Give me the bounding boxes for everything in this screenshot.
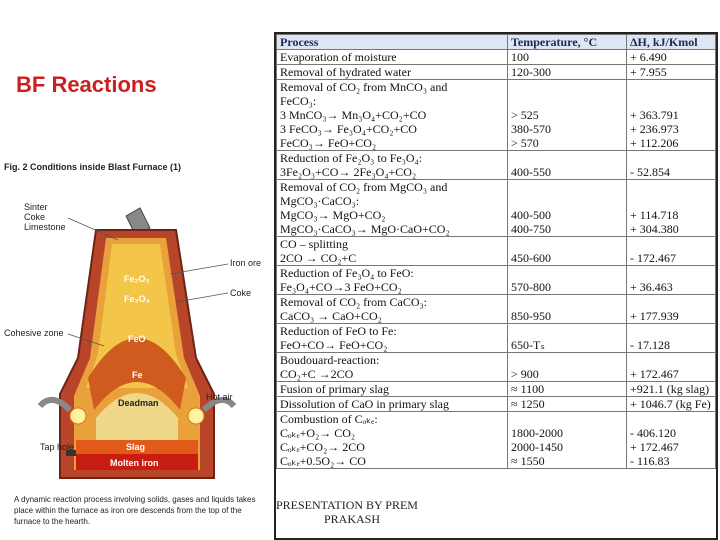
cell-process-line: Removal of CO₂ from MnCO₃ and: [280, 80, 448, 94]
cell-temperature: [508, 80, 627, 151]
cell-process-line: Combustion of Cₒₖₑ:: [280, 412, 378, 426]
cell-delta-h-line: [630, 266, 712, 280]
cell-delta-h: [627, 412, 716, 469]
cell-temperature-line: 2000-1450: [511, 440, 563, 454]
cell-process-line: CO₂+C →2CO: [280, 367, 354, 381]
cell-temperature-line: [511, 412, 623, 426]
cell-delta-h-line: + 172.467: [630, 367, 679, 381]
cell-delta-h-line: + 177.939: [630, 309, 679, 323]
cell-process: [277, 353, 508, 382]
cell-temperature-line: [511, 266, 623, 280]
cell-temperature-line: 380-570: [511, 122, 551, 136]
cell-temperature-line: 120-300: [511, 65, 551, 79]
cell-delta-h: [627, 266, 716, 295]
cell-temperature: [508, 295, 627, 324]
cell-temperature: [508, 237, 627, 266]
cell-process-line: MgCO₃·CaCO₃→ MgO·CaO+CO₂: [280, 222, 450, 236]
cell-process-line: FeCO₃:: [280, 94, 317, 108]
label-deadman: Deadman: [118, 398, 159, 408]
cell-temperature: [508, 151, 627, 180]
cell-process-line: Reduction of Fe₂O₃ to Fe₃O₄:: [280, 151, 423, 165]
table-row: [277, 50, 716, 65]
cell-delta-h-line: [630, 180, 712, 194]
cell-temperature-line: 1800-2000: [511, 426, 563, 440]
cell-temperature-line: 400-500: [511, 208, 551, 222]
reactions-table-container: [274, 32, 718, 540]
label-molten-iron: Molten iron: [110, 458, 159, 468]
cell-delta-h: [627, 180, 716, 237]
cell-process-line: Removal of CO₂ from CaCO₃:: [280, 295, 428, 309]
cell-delta-h-line: + 7.955: [630, 65, 667, 79]
cell-temperature-line: [511, 80, 623, 94]
cell-process: [277, 237, 508, 266]
cell-process: [277, 65, 508, 80]
cell-temperature: [508, 382, 627, 397]
cell-temperature: [508, 397, 627, 412]
cell-temperature-line: 850-950: [511, 309, 551, 323]
cell-delta-h: [627, 382, 716, 397]
cell-delta-h-line: + 6.490: [630, 50, 667, 64]
cell-process-line: CaCO₃ → CaO+CO₂: [280, 309, 382, 323]
cell-process-line: MgCO₃·CaCO₃:: [280, 194, 360, 208]
cell-temperature-line: [511, 94, 623, 108]
label-slag: Slag: [126, 442, 146, 452]
cell-delta-h: [627, 295, 716, 324]
cell-temperature: [508, 412, 627, 469]
cell-delta-h-line: + 114.718: [630, 208, 679, 222]
cell-process: [277, 266, 508, 295]
cell-process-line: FeO+CO→ FeO+CO₂: [280, 338, 388, 352]
cell-process-line: Reduction of Fe₃O₄ to FeO:: [280, 266, 414, 280]
cell-delta-h-line: + 172.467: [630, 440, 679, 454]
cell-delta-h-line: [630, 151, 712, 165]
cell-process-line: Evaporation of moisture: [280, 50, 397, 64]
cell-delta-h: [627, 397, 716, 412]
cell-process: [277, 151, 508, 180]
label-fe3o4: Fe₃O₄: [124, 294, 150, 304]
cell-delta-h-line: - 172.467: [630, 251, 676, 265]
cell-delta-h-line: [630, 194, 712, 208]
presenter-line-2: PRAKASH: [324, 512, 381, 526]
table-row: [277, 397, 716, 412]
cell-process-line: CO – splitting: [280, 237, 349, 251]
label-coke-side: Coke: [230, 288, 252, 298]
cell-temperature-line: [511, 237, 623, 251]
label-tap-hole: Tap hole: [40, 442, 75, 452]
cell-delta-h-line: + 236.973: [630, 122, 679, 136]
cell-delta-h-line: - 406.120: [630, 426, 676, 440]
table-row: [277, 180, 716, 237]
table-row: [277, 266, 716, 295]
cell-process: [277, 50, 508, 65]
blast-furnace-diagram: [0, 178, 272, 496]
cell-temperature-line: ≈ 1100: [511, 382, 545, 396]
cell-process-line: Dissolution of CaO in primary slag: [280, 397, 449, 411]
cell-temperature: [508, 180, 627, 237]
cell-process-line: Fusion of primary slag: [280, 382, 389, 396]
table-row: [277, 382, 716, 397]
cell-delta-h-line: + 363.791: [630, 108, 679, 122]
cell-temperature: [508, 65, 627, 80]
cell-process-line: Removal of CO₂ from MgCO₃ and: [280, 180, 448, 194]
cell-process: [277, 397, 508, 412]
cell-temperature-line: ≈ 1250: [511, 397, 545, 411]
cell-process: [277, 382, 508, 397]
table-row: [277, 65, 716, 80]
cell-temperature-line: [511, 180, 623, 194]
label-fe: Fe: [132, 370, 143, 380]
cell-temperature-line: > 525: [511, 108, 539, 122]
cell-delta-h-line: + 1046.7 (kg Fe): [630, 397, 711, 411]
cell-temperature-line: [511, 151, 623, 165]
cell-delta-h-line: +921.1 (kg slag): [630, 382, 710, 396]
cell-delta-h-line: + 304.380: [630, 222, 679, 236]
cell-temperature-line: > 570: [511, 136, 539, 150]
cell-temperature-line: 400-750: [511, 222, 551, 236]
cell-delta-h-line: + 112.206: [630, 136, 679, 150]
cell-delta-h-line: [630, 94, 712, 108]
header-temperature: Temperature, °C: [508, 35, 627, 50]
label-limestone: Limestone: [24, 222, 66, 232]
cell-delta-h: [627, 324, 716, 353]
cell-delta-h-line: [630, 295, 712, 309]
cell-temperature-line: [511, 295, 623, 309]
figure-note: A dynamic reaction process involving solids, gases and liquids takes place within the furnace as iron ore descends from the top of the furnace to the hearth.: [14, 495, 256, 526]
table-header-row: [277, 35, 716, 50]
label-hot-air: Hot air: [206, 392, 233, 402]
cell-delta-h: [627, 50, 716, 65]
cell-delta-h-line: + 36.463: [630, 280, 673, 294]
header-delta-h: ΔH, kJ/Kmol: [627, 35, 716, 50]
cell-delta-h-line: [630, 237, 712, 251]
cell-temperature-line: [511, 353, 623, 367]
label-coke-top: Coke: [24, 212, 46, 222]
cell-temperature: [508, 324, 627, 353]
cell-process-line: Reduction of FeO to Fe:: [280, 324, 397, 338]
cell-temperature-line: > 900: [511, 367, 539, 381]
slide-title: BF Reactions: [16, 72, 157, 97]
presenter-credit: [276, 498, 418, 526]
cell-process-line: 2CO → CO₂+C: [280, 251, 357, 265]
cell-delta-h-line: [630, 353, 712, 367]
table-row: [277, 295, 716, 324]
cell-temperature-line: ≈ 1550: [511, 454, 545, 468]
cell-delta-h-line: - 17.128: [630, 338, 670, 352]
cell-process-line: 3Fe₂O₃+CO→ 2Fe₃O₄+CO₂: [280, 165, 417, 179]
cell-temperature-line: 100: [511, 50, 529, 64]
label-cohesive-zone: Cohesive zone: [4, 328, 64, 338]
header-process: Process: [277, 35, 508, 50]
cell-process: [277, 80, 508, 151]
cell-delta-h: [627, 80, 716, 151]
cell-delta-h: [627, 237, 716, 266]
cell-temperature-line: [511, 194, 623, 208]
reactions-table: [276, 34, 716, 469]
cell-temperature-line: 650-Tₛ: [511, 338, 545, 352]
cell-temperature-line: 570-800: [511, 280, 551, 294]
table-row: [277, 80, 716, 151]
left-raceway-icon: [70, 408, 86, 424]
cell-process-line: MgCO₃→ MgO+CO₂: [280, 208, 386, 222]
label-fe2o3: Fe₂O₃: [124, 274, 150, 284]
cell-temperature-line: 450-600: [511, 251, 551, 265]
cell-process: [277, 295, 508, 324]
table-row: [277, 237, 716, 266]
cell-process-line: 3 FeCO₃→ Fe₃O₄+CO₂+CO: [280, 122, 417, 136]
label-iron-ore: Iron ore: [230, 258, 262, 268]
cell-process-line: Boudouard-reaction:: [280, 353, 380, 367]
right-raceway-icon: [188, 408, 204, 424]
cell-temperature: [508, 266, 627, 295]
cell-temperature: [508, 353, 627, 382]
cell-temperature: [508, 50, 627, 65]
cell-delta-h-line: [630, 324, 712, 338]
cell-delta-h: [627, 353, 716, 382]
cell-delta-h-line: - 116.83: [630, 454, 670, 468]
table-row: [277, 324, 716, 353]
cell-process-line: Fe₃O₄+CO→3 FeO+CO₂: [280, 280, 402, 294]
cell-delta-h-line: [630, 80, 712, 94]
cell-process: [277, 324, 508, 353]
cell-temperature-line: 400-550: [511, 165, 551, 179]
label-feo: FeO: [128, 334, 146, 344]
label-sinter: Sinter: [24, 202, 48, 212]
cell-delta-h: [627, 151, 716, 180]
cell-process-line: Removal of hydrated water: [280, 65, 411, 79]
cell-process-line: Cₒₖₑ+O₂→ CO₂: [280, 426, 356, 440]
figure-caption: Fig. 2 Conditions inside Blast Furnace (1): [4, 162, 182, 172]
cell-process-line: 3 MnCO₃→ Mn₃O₄+CO₂+CO: [280, 108, 427, 122]
cell-process-line: Cₒₖₑ+0.5O₂→ CO: [280, 454, 366, 468]
presenter-line-1: PRESENTATION BY PREM: [276, 498, 418, 512]
cell-delta-h-line: [630, 412, 712, 426]
cell-delta-h-line: - 52.854: [630, 165, 670, 179]
cell-process: [277, 412, 508, 469]
cell-process-line: Cₒₖₑ+CO₂→ 2CO: [280, 440, 365, 454]
cell-process: [277, 180, 508, 237]
table-row: [277, 353, 716, 382]
cell-temperature-line: [511, 324, 623, 338]
cell-delta-h: [627, 65, 716, 80]
cell-process-line: FeCO₃→ FeO+CO₂: [280, 136, 377, 150]
table-row: [277, 151, 716, 180]
table-row: [277, 412, 716, 469]
